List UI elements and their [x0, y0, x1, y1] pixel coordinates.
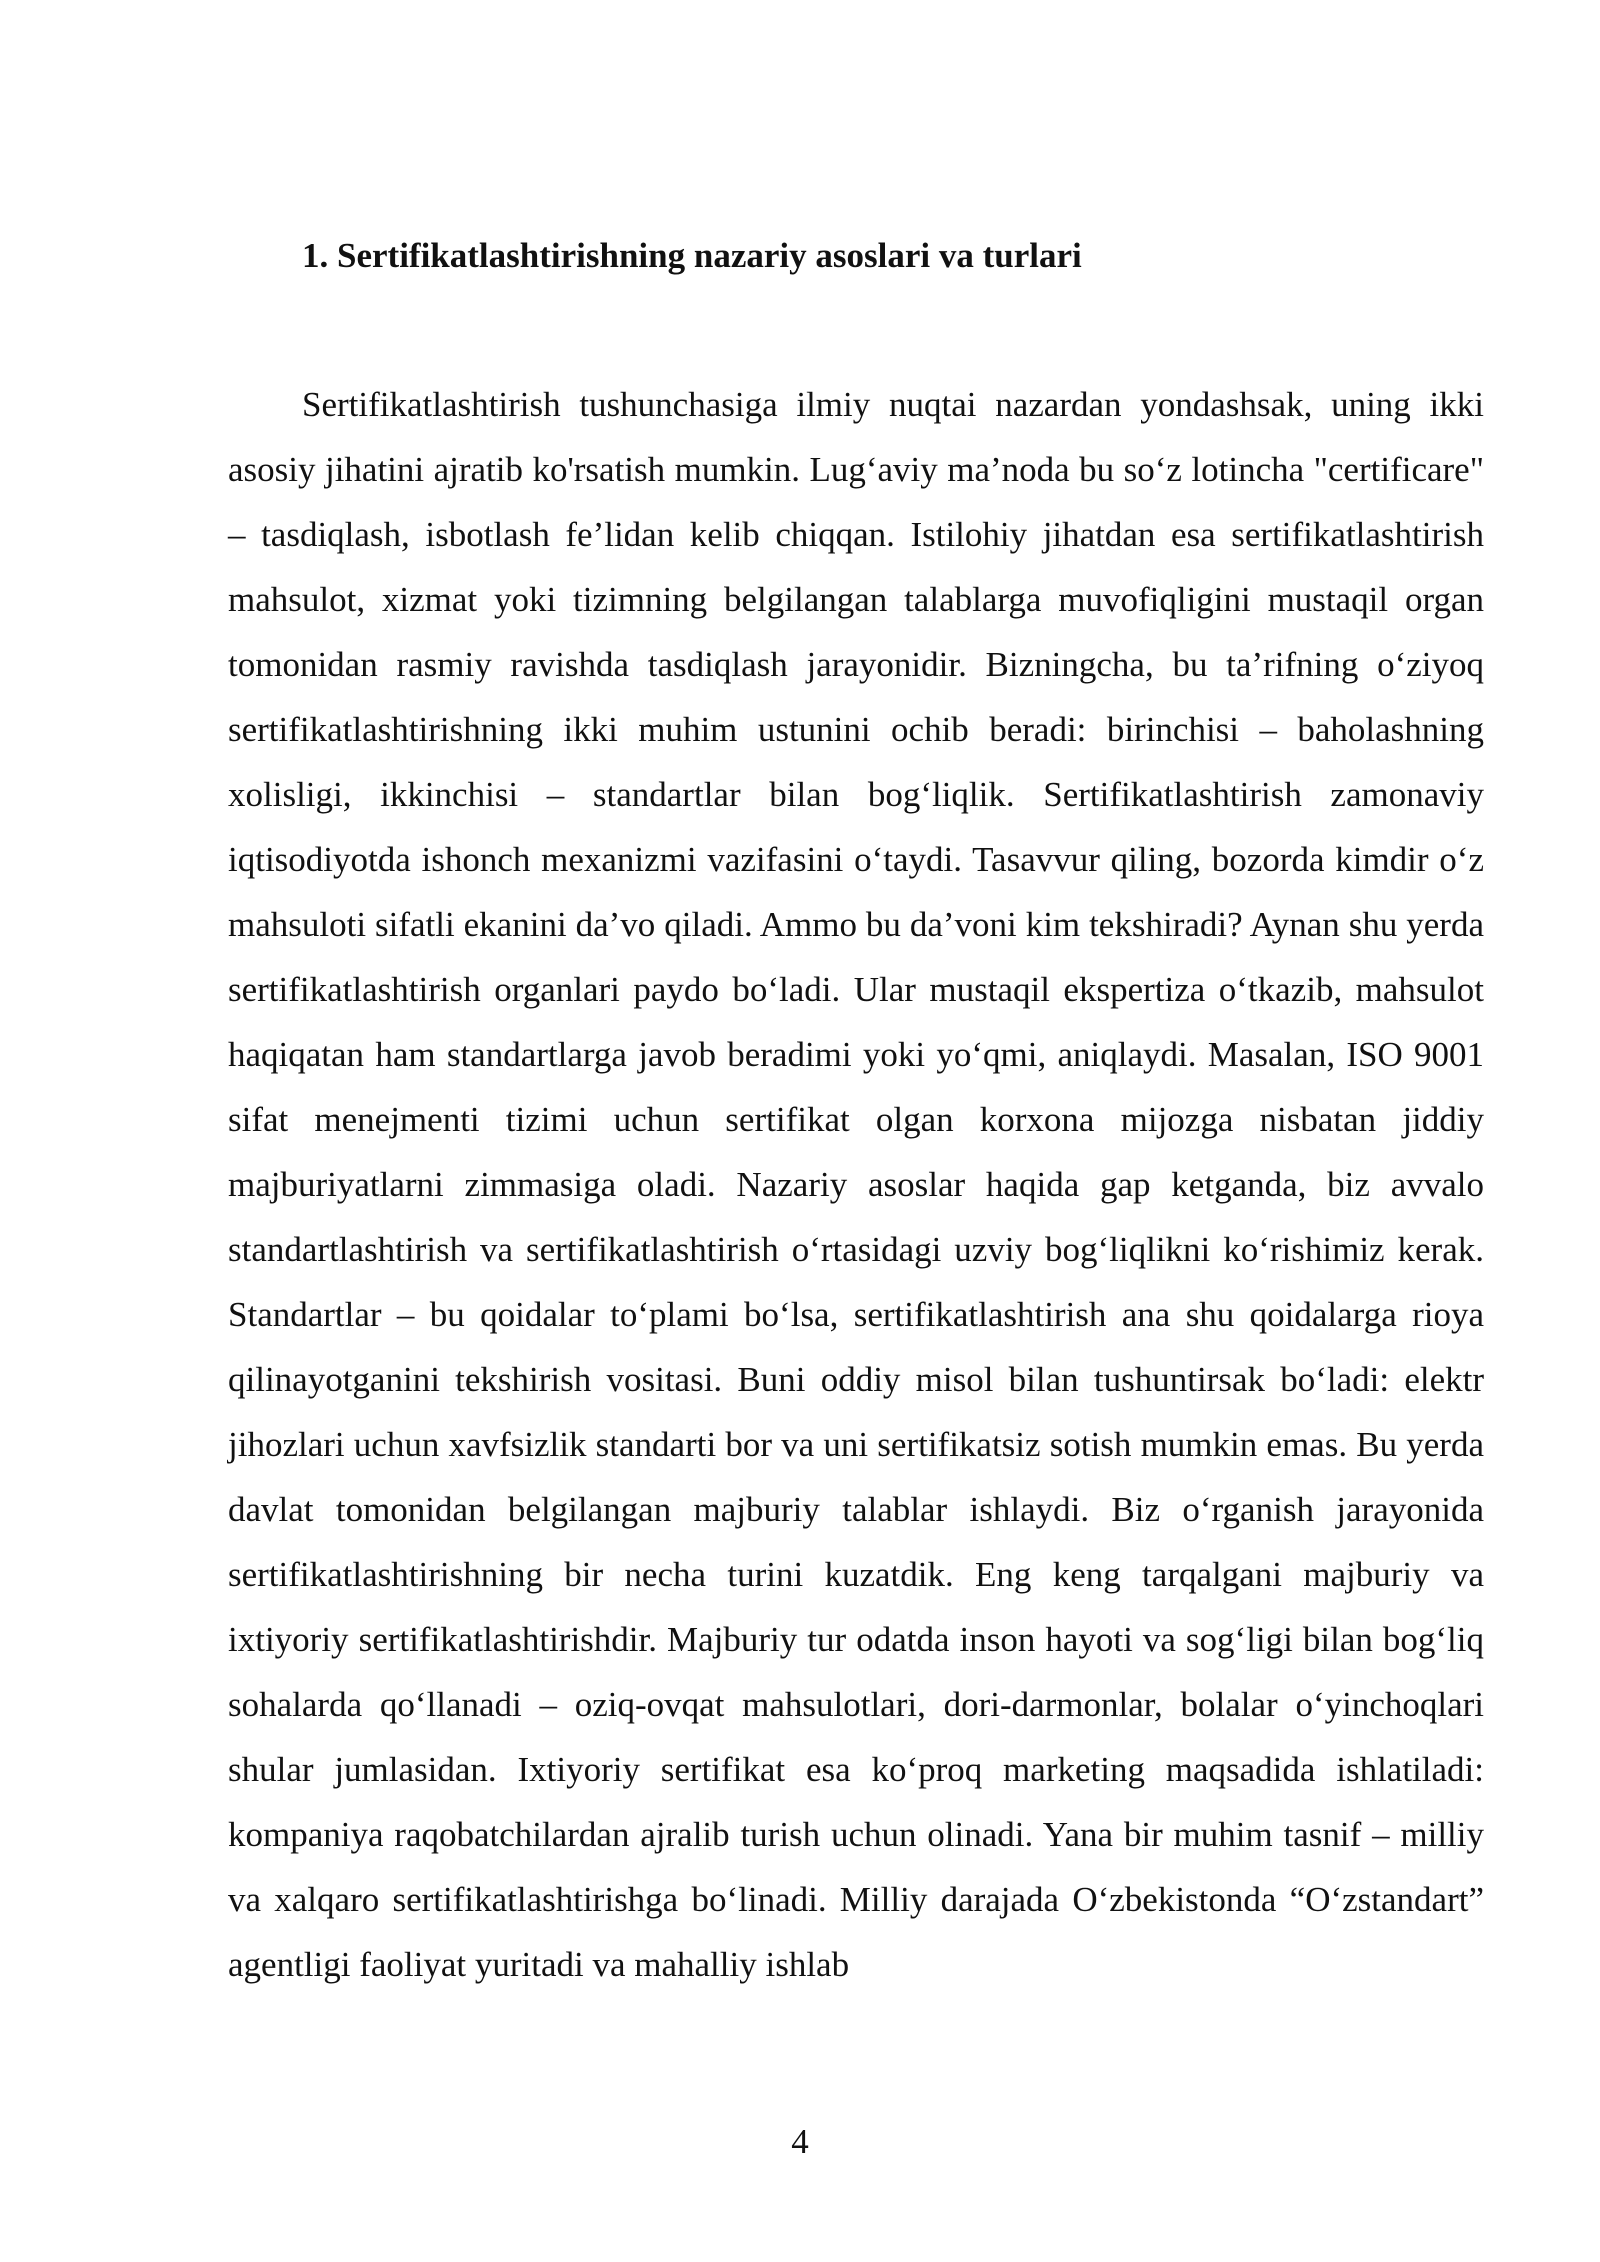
- section-heading: 1. Sertifikatlashtirishning nazariy asoslari va turlari: [302, 236, 1082, 275]
- page-number: 4: [791, 2122, 809, 2161]
- body-paragraph: Sertifikatlashtirish tushunchasiga ilmiy nuqtai nazardan yondashsak, uning ikki asosiy jihatini ajratib ko'rsatish mumkin. Lug‘aviy ma’noda bu so‘z lotincha "certificare" – tasdiqlash, isbotlash fe’lidan kelib chiqqan. Istilohiy jihatdan esa sertifikatlashtirish mahsulot, xizmat yoki tizimning belgilangan talablarga muvofiqligini mustaqil organ tomonidan rasmiy ravishda tasdiqlash jarayonidir. Bizningcha, bu ta’rifning o‘ziyoq sertifikatlashtirishning ikki muhim ustunini ochib beradi: birinchisi – baholashning xolisligi, ikkinchisi – standartlar bilan bog‘liqlik. Sertifikatlashtirish zamonaviy iqtisodiyotda ishonch mexanizmi vazifasini o‘taydi. Tasavvur qiling, bozorda kimdir o‘z mahsuloti sifatli ekanini da’vo qiladi. Ammo bu da’voni kim tekshiradi? Aynan shu yerda sertifikatlashtirish organlari paydo bo‘ladi. Ular mustaqil ekspertiza o‘tkazib, mahsulot haqiqatan ham standartlarga javob beradimi yoki yo‘qmi, aniqlaydi. Masalan, ISO 9001 sifat menejmenti tizimi uchun sertifikat olgan korxona mijozga nisbatan jiddiy majburiyatlarni zimmasiga oladi. Nazariy asoslar haqida gap ketganda, biz avvalo standartlashtirish va sertifikatlashtirish o‘rtasidagi uzviy bog‘liqlikni ko‘rishimiz kerak. Standartlar – bu qoidalar to‘plami bo‘lsa, sertifikatlashtirish ana shu qoidalarga rioya qilinayotganini tekshirish vositasi. Buni oddiy misol bilan tushuntirsak bo‘ladi: elektr jihozlari uchun xavfsizlik standarti bor va uni sertifikatsiz sotish mumkin emas. Bu yerda davlat tomonidan belgilangan majburiy talablar ishlaydi. Biz o‘rganish jarayonida sertifikatlashtirishning bir necha turini kuzatdik. Eng keng tarqalgani majburiy va ixtiyoriy sertifikatlashtirishdir. Majburiy tur odatda inson hayoti va sog‘ligi bilan bog‘liq sohalarda qo‘llanadi – oziq-ovqat mahsulotlari, dori-darmonlar, bolalar o‘yinchoqlari shular jumlasidan. Ixtiyoriy sertifikat esa ko‘proq marketing maqsadida ishlatiladi: kompaniya raqobatchilardan ajralib turish uchun olinadi. Yana bir muhim tasnif – milliy va xalqaro sertifikatlashtirishga bo‘linadi. Milliy darajada O‘zbekistonda “O‘zstandart” agentligi faoliyat yuritadi va mahalliy ishlab: [228, 385, 1484, 1984]
